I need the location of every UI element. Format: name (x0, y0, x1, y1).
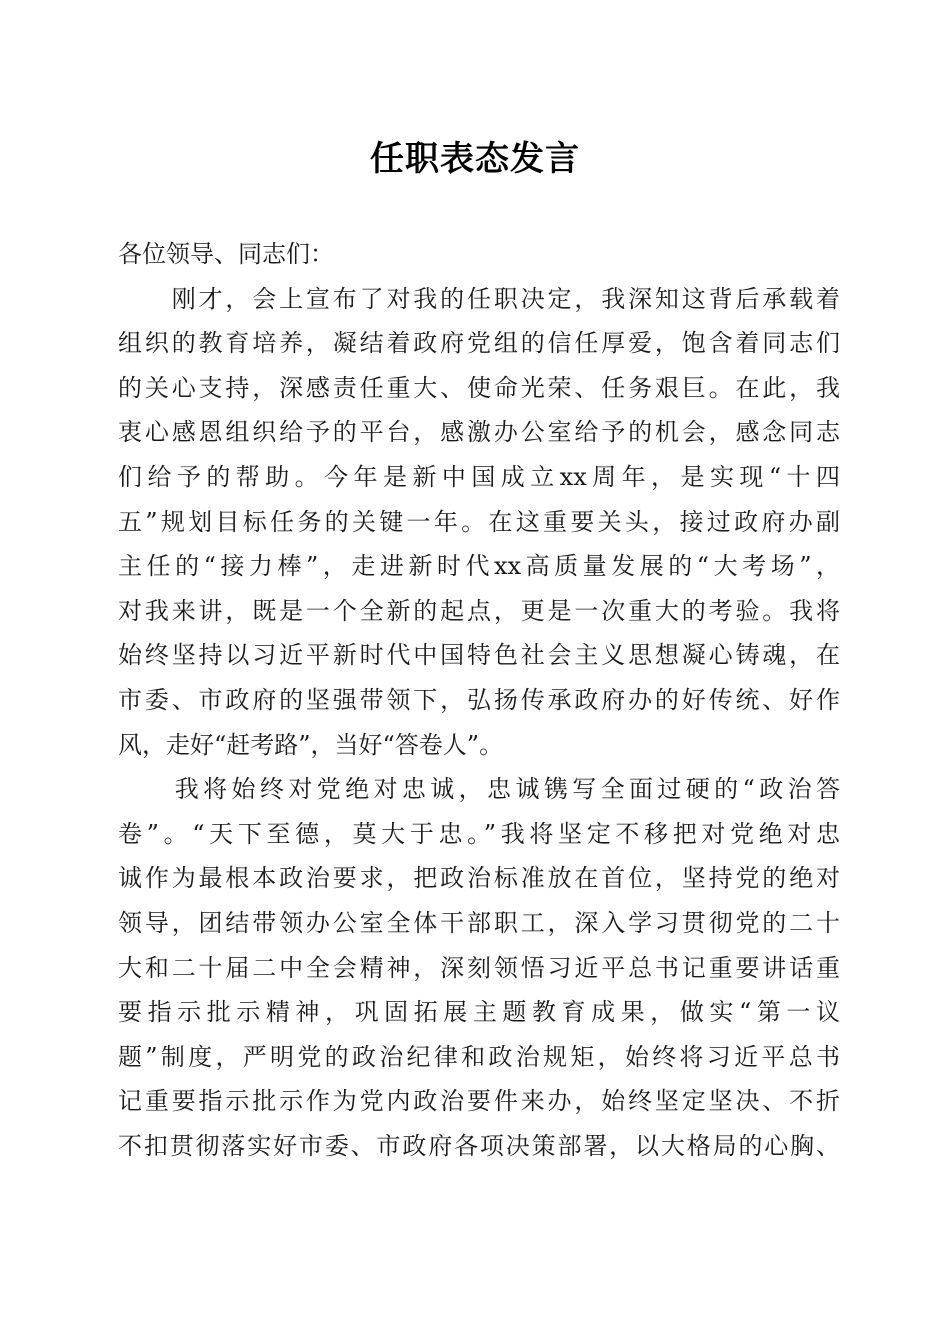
paragraph-line: 要指示批示精神，巩固拓展主题教育成果，做实“第一议 (118, 998, 840, 1027)
paragraph-line: 刚才，会上宣布了对我的任职决定，我深知这背后承载着 (118, 284, 840, 313)
paragraph-line: 的关心支持，深感责任重大、使命光荣、任务艰巨。在此，我 (118, 373, 840, 402)
paragraph-line: 衷心感恩组织给予的平台，感激办公室给予的机会，感念同志 (118, 418, 840, 447)
paragraph-1 (118, 277, 840, 768)
paragraph-line: 始终坚持以习近平新时代中国特色社会主义思想凝心铸魂，在 (118, 641, 840, 670)
paragraph-2 (118, 767, 840, 1168)
paragraph-line: 大和二十届二中全会精神，深刻领悟习近平总书记重要讲话重 (118, 953, 840, 982)
paragraph-line: 主任的“接力棒”，走进新时代xx高质量发展的“大考场”， (118, 552, 840, 581)
paragraph-line: 对我来讲，既是一个全新的起点，更是一次重大的考验。我将 (118, 596, 840, 625)
paragraph-line: 市委、市政府的坚强带领下，弘扬传承政府办的好传统、好作 (118, 685, 840, 714)
paragraph-line: 不扣贯彻落实好市委、市政府各项决策部署，以大格局的心胸、 (118, 1131, 840, 1160)
salutation: 各位领导、同志们： (118, 240, 334, 268)
document-body (118, 232, 840, 1168)
paragraph-line: 诚作为最根本政治要求，把政治标准放在首位，坚持党的绝对 (118, 864, 840, 893)
paragraph-line: 题”制度，严明党的政治纪律和政治规矩，始终将习近平总书 (118, 1042, 840, 1071)
paragraph-line: 五”规划目标任务的关键一年。在这重要关头，接过政府办副 (118, 507, 840, 536)
document-title: 任职表态发言 (370, 139, 580, 179)
paragraph-line: 风，走好“赶考路”，当好“答卷人”。 (118, 730, 504, 759)
paragraph-line: 领导，团结带领办公室全体干部职工，深入学习贯彻党的二十 (118, 908, 840, 937)
paragraph-line: 我将始终对党绝对忠诚，忠诚镌写全面过硬的“政治答 (118, 775, 840, 804)
paragraph-line: 组织的教育培养，凝结着政府党组的信任厚爱，饱含着同志们 (118, 329, 840, 358)
paragraph-line: 记重要指示批示作为党内政治要件来办，始终坚定坚决、不折 (118, 1087, 840, 1116)
paragraph-line: 们给予的帮助。今年是新中国成立xx周年，是实现“十四 (118, 462, 840, 491)
paragraph-line: 卷”。“天下至德，莫大于忠。”我将坚定不移把对党绝对忠 (118, 819, 840, 848)
